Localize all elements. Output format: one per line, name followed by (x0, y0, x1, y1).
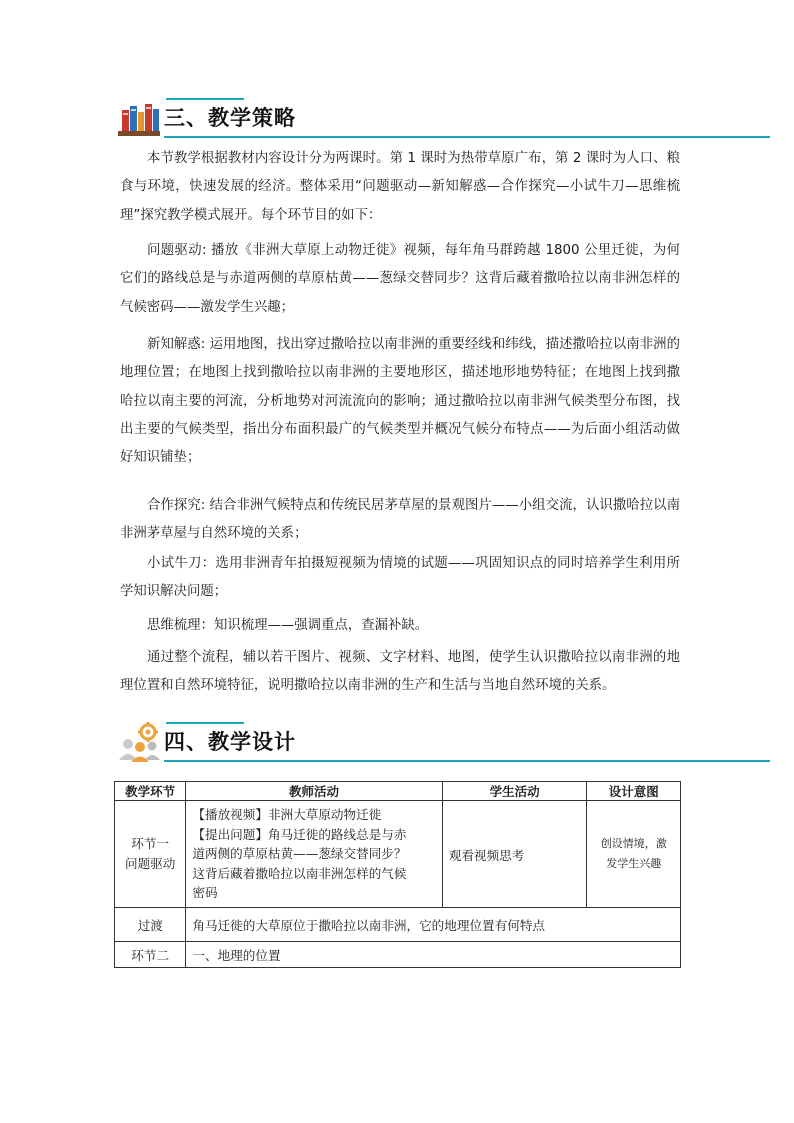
table-row (115, 942, 681, 968)
section3-heading (116, 98, 770, 138)
teacher-activity-cell (186, 801, 442, 908)
teacher-line: 这背后藏着撒哈拉以南非洲怎样的气候 (192, 865, 407, 881)
stage-cell: 过渡 (115, 908, 186, 942)
header-stage: 教学环节 (115, 782, 186, 801)
teacher-line: 道两侧的草原枯黄——葱绿交替同步？ (192, 846, 407, 862)
paragraph-problem-driven: 问题驱动: 播放《非洲大草原上动物迁徙》视频，每年角马群跨越 1800 公里迁徙，为何它们的路线总是与赤道两侧的草原枯黄——葱绿交替同步？这背后藏着撒哈拉以南非洲怎样的气候密码——激发学生兴趣； (120, 243, 680, 315)
heading-top-line (166, 98, 244, 100)
team-gear-icon (116, 722, 162, 762)
teaching-design-table (114, 781, 681, 968)
section4-heading (116, 722, 770, 762)
teacher-line: 【提出问题】角马迁徙的路线总是与赤 (192, 826, 407, 842)
student-activity-cell: 观看视频思考 (442, 801, 587, 908)
paragraph-trial: 小试牛刀：选用非洲青年拍摄短视频为情境的试题——巩固知识点的同时培养学生利用所学知识解决问题； (120, 556, 680, 600)
intent-line: 创设情境，激 (600, 837, 667, 850)
paragraph-new-knowledge: 新知解惑: 运用地图，找出穿过撒哈拉以南非洲的重要经线和纬线，描述撒哈拉以南非洲的地理位置；在地图上找到撒哈拉以南非洲的主要地形区，描述地形地势特征；在地图上找到撒哈拉以南主要的河流，分析地势对河流流向的影响；通过撒哈拉以南非洲气候类型分布图，找出主要的气候类型，指出分布面积最广的气候类型并概况气候分布特点——为后面小组活动做好知识铺垫； (120, 337, 680, 466)
paragraph-cooperative: 合作探究: 结合非洲气候特点和传统民居茅草屋的景观图片——小组交流，认识撒哈拉以南非洲茅草屋与自然环境的关系； (120, 498, 680, 542)
transition-content-cell: 角马迁徙的大草原位于撒哈拉以南非洲，它的地理位置有何特点 (186, 908, 681, 942)
paragraph-summary: 通过整个流程，辅以若干图片、视频、文字材料、地图，使学生认识撒哈拉以南非洲的地理位置和自然环境特征，说明撒哈拉以南非洲的生产和生活与当地自然环境的关系。 (120, 650, 680, 694)
stage-cell: 环节二 (115, 942, 186, 968)
table-row (115, 801, 681, 908)
heading-underline (164, 760, 770, 762)
design-intent-cell (587, 801, 681, 908)
header-student-activity: 学生活动 (442, 782, 587, 801)
section-content-cell: 一、地理的位置 (186, 942, 681, 968)
stage-line: 问题驱动 (125, 856, 176, 871)
header-design-intent: 设计意图 (587, 782, 681, 801)
table-header-row (115, 782, 681, 801)
section4-title: 四、教学设计 (164, 730, 296, 754)
teacher-line: 密码 (192, 885, 218, 901)
teacher-line: 【播放视频】非洲大草原动物迁徙 (192, 807, 382, 823)
header-teacher-activity: 教师活动 (186, 782, 442, 801)
heading-underline (164, 136, 770, 138)
stage-line: 环节一 (131, 836, 170, 851)
section3-title: 三、教学策略 (164, 106, 296, 130)
stage-cell (115, 801, 186, 908)
paragraph-intro: 本节教学根据教材内容设计分为两课时。第 1 课时为热带草原广布，第 2 课时为人口、粮食与环境，快速发展的经济。整体采用“问题驱动—新知解惑—合作探究—小试牛刀—思维梳理”探究教学模式展开。每个环节目的如下： (120, 151, 680, 223)
books-icon (116, 98, 162, 138)
table-row (115, 908, 681, 942)
paragraph-review: 思维梳理：知识梳理——强调重点，查漏补缺。 (147, 618, 429, 633)
heading-top-line (166, 722, 244, 724)
intent-line: 发学生兴趣 (606, 857, 662, 870)
